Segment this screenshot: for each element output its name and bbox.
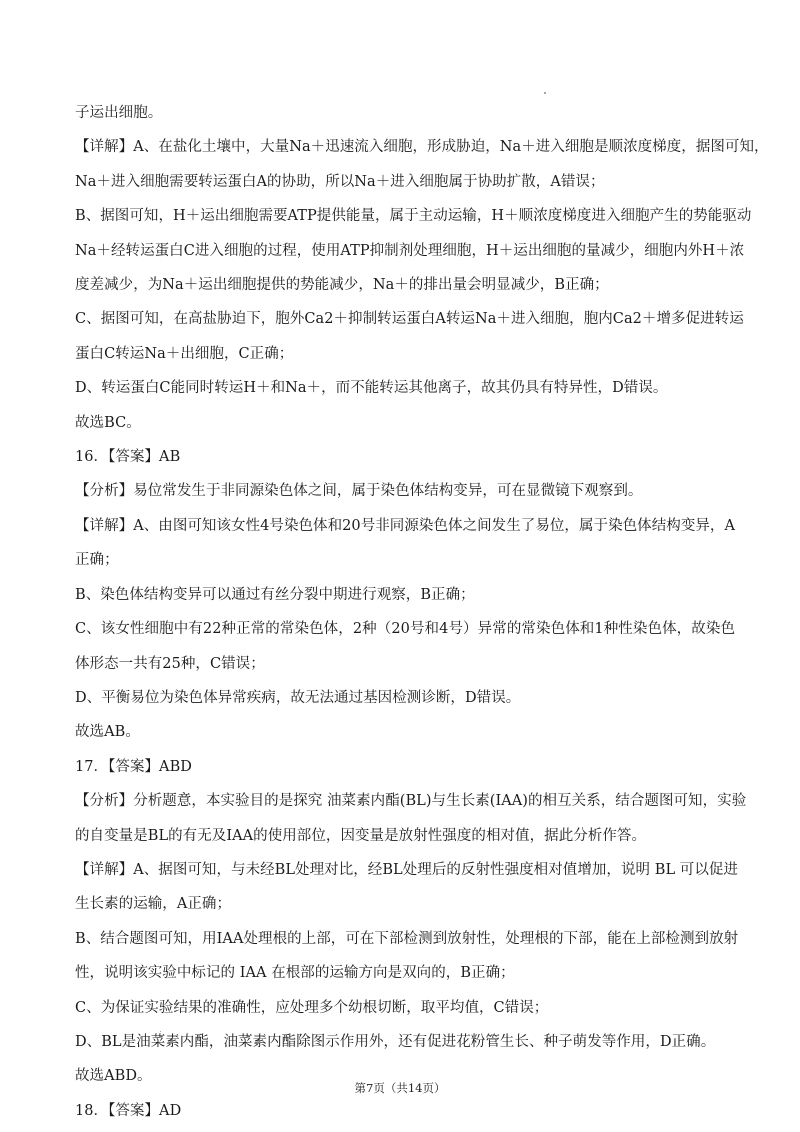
text-line: 生长素的运输，A正确； [75, 896, 232, 913]
text-line: C、该女性细胞中有22种正常的常染色体，2种（20号和4号）异常的常染色体和1种性染色体，故染色 [75, 621, 735, 638]
text-line: 【详解】A、在盐化土壤中，大量Na＋迅速流入细胞，形成胁迫，Na＋进入细胞是顺浓度梯度，据图可知， [75, 139, 769, 156]
text-line: D、BL是油菜素内酯，油菜素内酯除图示作用外，还有促进花粉管生长、种子萌发等作用，D正确。 [75, 1033, 716, 1050]
text-line: B、结合题图可知，用IAA处理根的上部，可在下部检测到放射性，处理根的下部，能在上部检测到放射 [75, 930, 739, 947]
text-line: 【详解】A、据图可知，与未经BL处理对比，经BL处理后的反射性强度相对值增加，说明 BL 可以促进 [75, 861, 738, 878]
scan-speck [544, 92, 546, 94]
text-line: 的自变量是BL的有无及IAA的使用部位，因变量是放射性强度的相对值，据此分析作答。 [75, 827, 647, 844]
text-line: 【分析】分析题意，本实验目的是探究 油菜素内酯(BL)与生长素(IAA)的相互关系，结合题图可知，实验 [75, 793, 747, 810]
text-line: 性，说明该实验中标记的 IAA 在根部的运输方向是双向的，B正确； [75, 965, 515, 982]
text-line: Na＋经转运蛋白C进入细胞的过程，使用ATP抑制剂处理细胞，H＋运出细胞的量减少，细胞内外H＋浓 [75, 242, 745, 259]
text-line: D、转运蛋白C能同时转运H＋和Na＋，而不能转运其他离子，故其仍具有特异性，D错误。 [75, 380, 668, 397]
question-answer-heading: 17．【答案】ABD [75, 758, 192, 775]
question-answer-heading: 16．【答案】AB [75, 449, 181, 466]
text-line: 故选BC。 [75, 414, 141, 431]
text-line: Na＋进入细胞需要转运蛋白A的协助，所以Na＋进入细胞属于协助扩散，A错误； [75, 173, 605, 190]
scan-speck [160, 1031, 161, 1032]
text-line: B、据图可知，H＋运出细胞需要ATP提供能量，属于主动运输，H＋顺浓度梯度进入细胞产生的势能驱动 [75, 208, 752, 225]
text-line: C、为保证实验结果的准确性，应处理多个幼根切断，取平均值，C错误； [75, 999, 549, 1016]
text-line: B、染色体结构变异可以通过有丝分裂中期进行观察，B正确； [75, 586, 475, 603]
text-line: 正确； [75, 552, 119, 569]
text-line: D、平衡易位为染色体异常疾病，故无法通过基因检测诊断，D错误。 [75, 689, 521, 706]
question-answer-heading: 18．【答案】AD [75, 1102, 182, 1119]
text-line: 度差减少，为Na＋运出细胞提供的势能减少，Na＋的排出量会明显减少，B正确； [75, 277, 609, 294]
text-line: 蛋白C转运Na＋出细胞，C正确； [75, 345, 294, 362]
text-line: 体形态一共有25种，C错误； [75, 655, 265, 672]
text-line: 子运出细胞。 [75, 105, 163, 121]
text-line: 故选AB。 [75, 724, 140, 741]
text-line: 【分析】易位常发生于非同源染色体之间，属于染色体结构变异，可在显微镜下观察到。 [75, 483, 643, 500]
text-line: 【详解】A、由图可知该女性4号染色体和20号非同源染色体之间发生了易位，属于染色体结构变异，A [75, 517, 735, 534]
text-line: 故选ABD。 [75, 1068, 152, 1085]
text-line: C、据图可知，在高盐胁迫下，胞外Ca2＋抑制转运蛋白A转运Na＋进入细胞，胞内Ca2＋增多促进转运 [75, 311, 744, 328]
page-footer: 第7页（共14页） [354, 1081, 446, 1095]
answer-text-body [75, 96, 769, 1128]
